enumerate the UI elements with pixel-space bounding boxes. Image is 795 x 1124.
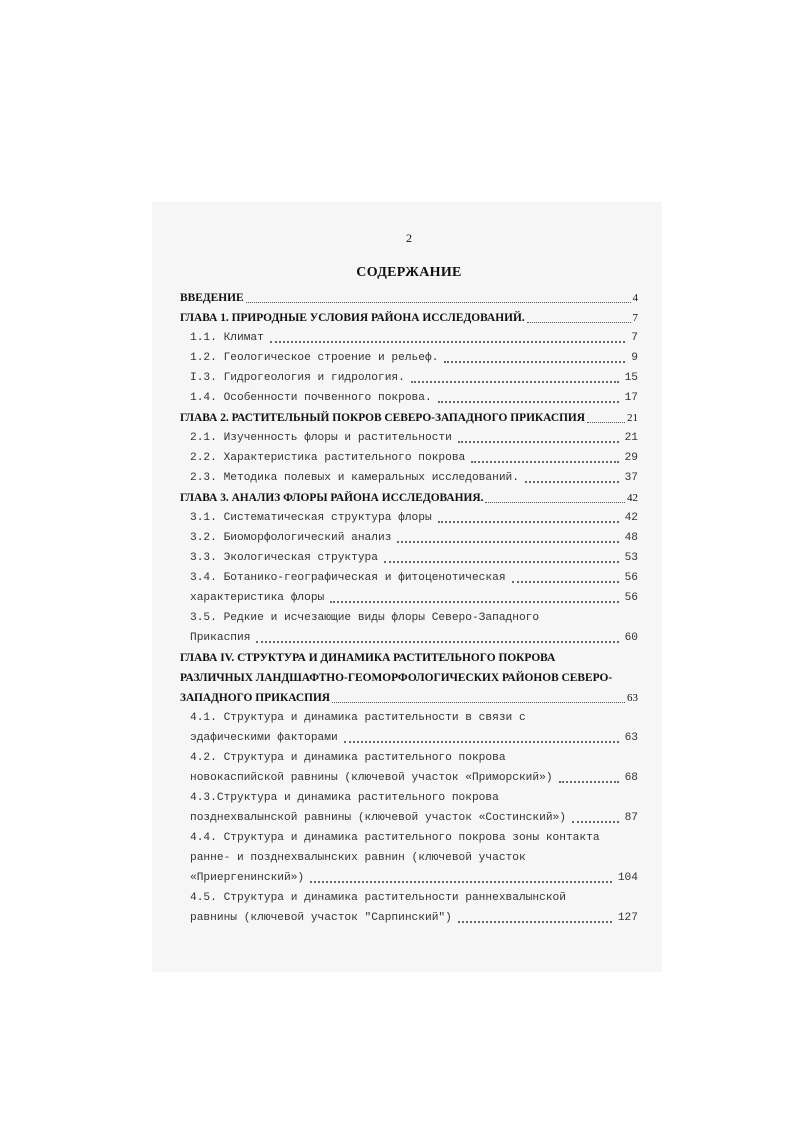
toc-entry-label: ГЛАВА IV. СТРУКТУРА И ДИНАМИКА РАСТИТЕЛЬНОГО ПОКРОВА [180, 652, 556, 664]
toc-entry [180, 408, 638, 428]
toc-leader-dots [344, 741, 619, 743]
toc-entry-page: 42 [627, 492, 638, 504]
toc-entry [180, 548, 638, 568]
toc-leader-dots [246, 302, 631, 303]
toc-entry [180, 328, 638, 348]
toc-entry-page: 127 [617, 912, 638, 924]
toc-entry [180, 508, 638, 528]
toc-entry-label: Прикаспия [190, 632, 251, 644]
toc-entry [180, 788, 638, 808]
toc-entry-label: новокаспийской равнины (ключевой участок «Приморский») [190, 772, 553, 784]
toc-leader-dots [485, 502, 625, 503]
toc-entry-page: 42 [624, 512, 638, 524]
toc-entry-page: 29 [624, 452, 638, 464]
toc-leader-dots [587, 422, 625, 423]
toc-entry-page: 56 [624, 572, 638, 584]
toc-leader-dots [397, 541, 618, 543]
toc-entry-page: 63 [624, 732, 638, 744]
toc-leader-dots [527, 322, 631, 323]
toc-entry-label: равнины (ключевой участок "Сарпинский") [190, 912, 452, 924]
toc-entry [180, 848, 638, 868]
toc-entry-page: 17 [624, 392, 638, 404]
toc-entry-page: 60 [624, 632, 638, 644]
toc-entry [180, 528, 638, 548]
toc-entry-label: I.3. Гидрогеология и гидрология. [190, 372, 405, 384]
toc-entry-label: ГЛАВА 3. АНАЛИЗ ФЛОРЫ РАЙОНА ИССЛЕДОВАНИЯ. [180, 492, 484, 504]
toc-entry-page: 68 [624, 772, 638, 784]
toc-entry [180, 888, 638, 908]
toc-entry-label: позднехвалынской равнины (ключевой участок «Состинский») [190, 812, 566, 824]
toc-leader-dots [256, 641, 618, 643]
toc-leader-dots [310, 881, 612, 883]
toc-entry [180, 908, 638, 928]
toc-entry-page: 56 [624, 592, 638, 604]
toc-entry-label: 2.3. Методика полевых и камеральных исследований. [190, 472, 519, 484]
toc-entry-label: 3.5. Редкие и исчезающие виды флоры Северо-Западного [190, 612, 540, 624]
toc-entry-page: 37 [624, 472, 638, 484]
toc-entry-label: 3.1. Систематическая структура флоры [190, 512, 432, 524]
toc-entry-label: 1.1. Климат [190, 332, 264, 344]
toc-entry [180, 568, 638, 588]
toc-entry [180, 448, 638, 468]
toc-entry-page: 15 [624, 372, 638, 384]
toc-leader-dots [438, 521, 619, 523]
toc-entry-page: 63 [627, 692, 638, 704]
toc-entry [180, 668, 638, 688]
toc-entry [180, 428, 638, 448]
toc-entry-page: 21 [627, 412, 638, 424]
table-of-contents [180, 288, 638, 928]
toc-entry-label: 3.3. Экологическая структура [190, 552, 378, 564]
toc-entry [180, 488, 638, 508]
toc-leader-dots [458, 921, 612, 923]
toc-entry [180, 648, 638, 668]
toc-entry-page: 7 [631, 332, 638, 344]
toc-entry-label: 3.2. Биоморфологический анализ [190, 532, 392, 544]
document-content [180, 228, 638, 928]
toc-leader-dots [525, 481, 619, 483]
toc-entry [180, 468, 638, 488]
toc-entry [180, 868, 638, 888]
toc-entry-label: 4.4. Структура и динамика растительного покрова зоны контакта [190, 832, 600, 844]
toc-entry [180, 288, 638, 308]
toc-entry [180, 688, 638, 708]
toc-entry [180, 388, 638, 408]
toc-entry [180, 728, 638, 748]
toc-entry [180, 808, 638, 828]
toc-leader-dots [572, 821, 619, 823]
toc-leader-dots [559, 781, 619, 783]
toc-entry-label: 4.5. Структура и динамика растительности раннехвалынской [190, 892, 566, 904]
toc-entry-label: 3.4. Ботанико-географическая и фитоценотическая [190, 572, 506, 584]
toc-entry-label: ЗАПАДНОГО ПРИКАСПИЯ [180, 692, 331, 704]
toc-leader-dots [411, 381, 619, 383]
toc-leader-dots [438, 401, 619, 403]
toc-entry-label: 1.2. Геологическое строение и рельеф. [190, 352, 439, 364]
toc-leader-dots [270, 341, 625, 343]
toc-entry-page: 48 [624, 532, 638, 544]
toc-entry-page: 53 [624, 552, 638, 564]
toc-entry [180, 588, 638, 608]
toc-leader-dots [471, 461, 618, 463]
toc-entry-label: ВВЕДЕНИЕ [180, 292, 244, 304]
toc-entry [180, 368, 638, 388]
toc-entry [180, 348, 638, 368]
toc-entry-label: ранне- и позднехвалынских равнин (ключевой участок [190, 852, 526, 864]
toc-entry-label: 2.2. Характеристика растительного покрова [190, 452, 466, 464]
toc-entry-page: 4 [632, 292, 638, 304]
toc-leader-dots [332, 702, 625, 703]
page-number: 2 [406, 231, 412, 245]
toc-entry [180, 768, 638, 788]
toc-entry-label: 4.2. Структура и динамика растительного покрова [190, 752, 506, 764]
toc-entry-label: ГЛАВА 2. РАСТИТЕЛЬНЫЙ ПОКРОВ СЕВЕРО-ЗАПАДНОГО ПРИКАСПИЯ [180, 412, 586, 424]
toc-entry [180, 748, 638, 768]
toc-entry [180, 708, 638, 728]
toc-entry-label: 4.1. Структура и динамика растительности в связи с [190, 712, 526, 724]
toc-entry [180, 628, 638, 648]
toc-entry-page: 7 [632, 312, 638, 324]
toc-entry-label: 2.1. Изученность флоры и растительности [190, 432, 452, 444]
toc-entry-label: РАЗЛИЧНЫХ ЛАНДШАФТНО-ГЕОМОРФОЛОГИЧЕСКИХ РАЙОНОВ СЕВЕРО- [180, 672, 613, 684]
toc-entry-page: 104 [617, 872, 638, 884]
toc-entry-label: характеристика флоры [190, 592, 325, 604]
toc-leader-dots [458, 441, 619, 443]
toc-title: СОДЕРЖАНИЕ [356, 265, 462, 280]
toc-entry-label: «Приергенинский») [190, 872, 305, 884]
toc-entry [180, 308, 638, 328]
toc-entry [180, 828, 638, 848]
toc-leader-dots [330, 601, 618, 603]
toc-entry-page: 87 [624, 812, 638, 824]
toc-entry-page: 9 [631, 352, 638, 364]
toc-entry-page: 21 [624, 432, 638, 444]
toc-entry-label: ГЛАВА 1. ПРИРОДНЫЕ УСЛОВИЯ РАЙОНА ИССЛЕДОВАНИЙ. [180, 312, 525, 324]
toc-leader-dots [384, 561, 619, 563]
toc-leader-dots [444, 361, 625, 363]
toc-entry-label: 4.3.Структура и динамика растительного покрова [190, 792, 499, 804]
toc-entry-label: эдафическими факторами [190, 732, 338, 744]
toc-leader-dots [512, 581, 619, 583]
toc-entry-label: 1.4. Особенности почвенного покрова. [190, 392, 432, 404]
toc-entry [180, 608, 638, 628]
